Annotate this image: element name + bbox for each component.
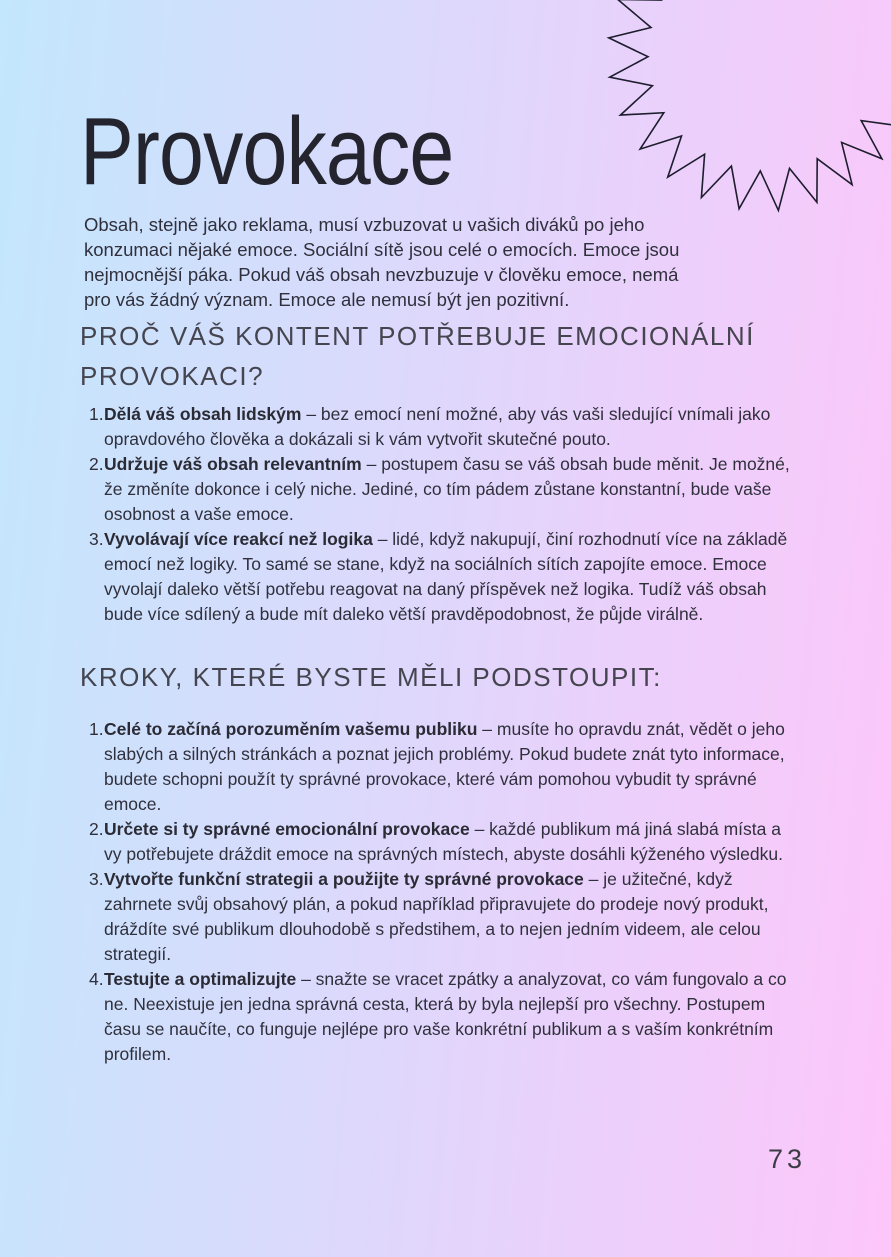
list-item-text: – je užitečné, když zahrnete svůj obsahový plán, a pokud například připravujete do prodeje nový produkt, dráždíte své publikum dlouhodobě s předstihem, a to nejen jedním videem, ale celou strategií. [104,869,769,964]
list-item-text: – musíte ho opravdu znát, vědět o jeho slabých a silných stránkách a poznat jejich problémy. Pokud budete znát tyto informace, budete schopni použít ty správné provokace, které vám pomohou vybudit ty správné emoce. [104,719,785,814]
intro-paragraph: Obsah, stejně jako reklama, musí vzbuzovat u vašich diváků po jeho konzumaci nějaké emoce. Sociální sítě jsou celé o emocích. Emoce jsou nejmocnější páka. Pokud váš obsah nevzbuzuje v člověku emoce, nemá pro vás žádný význam. Emoce ale nemusí být jen pozitivní. [84,214,680,310]
list-item [89,867,792,967]
list-item-number: 1. [89,719,104,739]
list-item-number: 3. [89,529,104,549]
list-item-lead: Dělá váš obsah lidským [104,404,302,424]
list-item-number: 2. [89,819,104,839]
list-item-lead: Určete si ty správné emocionální provokace [104,819,470,839]
list-item [89,402,792,452]
list-item-lead: Udržuje váš obsah relevantním [104,454,362,474]
list-item-number: 4. [89,969,104,989]
list-item-text: – snažte se vracet zpátky a analyzovat, co vám fungovalo a co ne. Neexistuje jen jedna správná cesta, která by byla nejlepší pro všechny. Postupem času se naučíte, co funguje nejlépe pro vaše konkrétní publikum a s vaším konkrétním profilem. [104,969,787,1064]
list-item-lead: Vyvolávají více reakcí než logika [104,529,373,549]
list-item [89,967,792,1067]
section-heading-why: PROČ VÁŠ KONTENT POTŘEBUJE EMOCIONÁLNÍ PROVOKACI? [80,321,755,391]
list-item-number: 3. [89,869,104,889]
list-item-number: 2. [89,454,104,474]
page-title: Provokace [80,98,454,205]
page-content [80,0,792,1067]
list-item [89,717,792,817]
list-item-text: – lidé, když nakupují, činí rozhodnutí více na základě emocí než logiky. To samé se stane, když na sociálních sítích zapojíte emoce. Emoce vyvolají daleko větší potřebu reagovat na daný příspěvek než logika. Tudíž váš obsah bude více sdílený a bude mít daleko větší pravděpodobnost, že půjde virálně. [104,529,788,624]
steps-list [80,717,792,1067]
list-item-text: – bez emocí není možné, aby vás vaši sledující vnímali jako opravdového člověka a dokázali si k vám vytvořit skutečné pouto. [104,404,771,449]
list-item-text: – každé publikum má jiná slabá místa a vy potřebujete dráždit emoce na správných místech, abyste dosáhli kýženého výsledku. [104,819,783,864]
list-item [89,452,792,527]
why-provocation-list [80,402,792,627]
list-item [89,817,792,867]
list-item-text: – postupem času se váš obsah bude měnit. Je možné, že změníte dokonce i celý niche. Jediné, co tím pádem zůstane konstantní, bude vaše osobnost a vaše emoce. [104,454,790,524]
section-heading-steps: KROKY, KTERÉ BYSTE MĚLI PODSTOUPIT: [80,662,662,692]
list-item-lead: Celé to začíná porozuměním vašemu publiku [104,719,478,739]
list-item-number: 1. [89,404,104,424]
list-item-lead: Testujte a optimalizujte [104,969,297,989]
page-number: 73 [767,1144,806,1174]
list-item [89,527,792,627]
list-item-lead: Vytvořte funkční strategii a použijte ty správné provokace [104,869,584,889]
